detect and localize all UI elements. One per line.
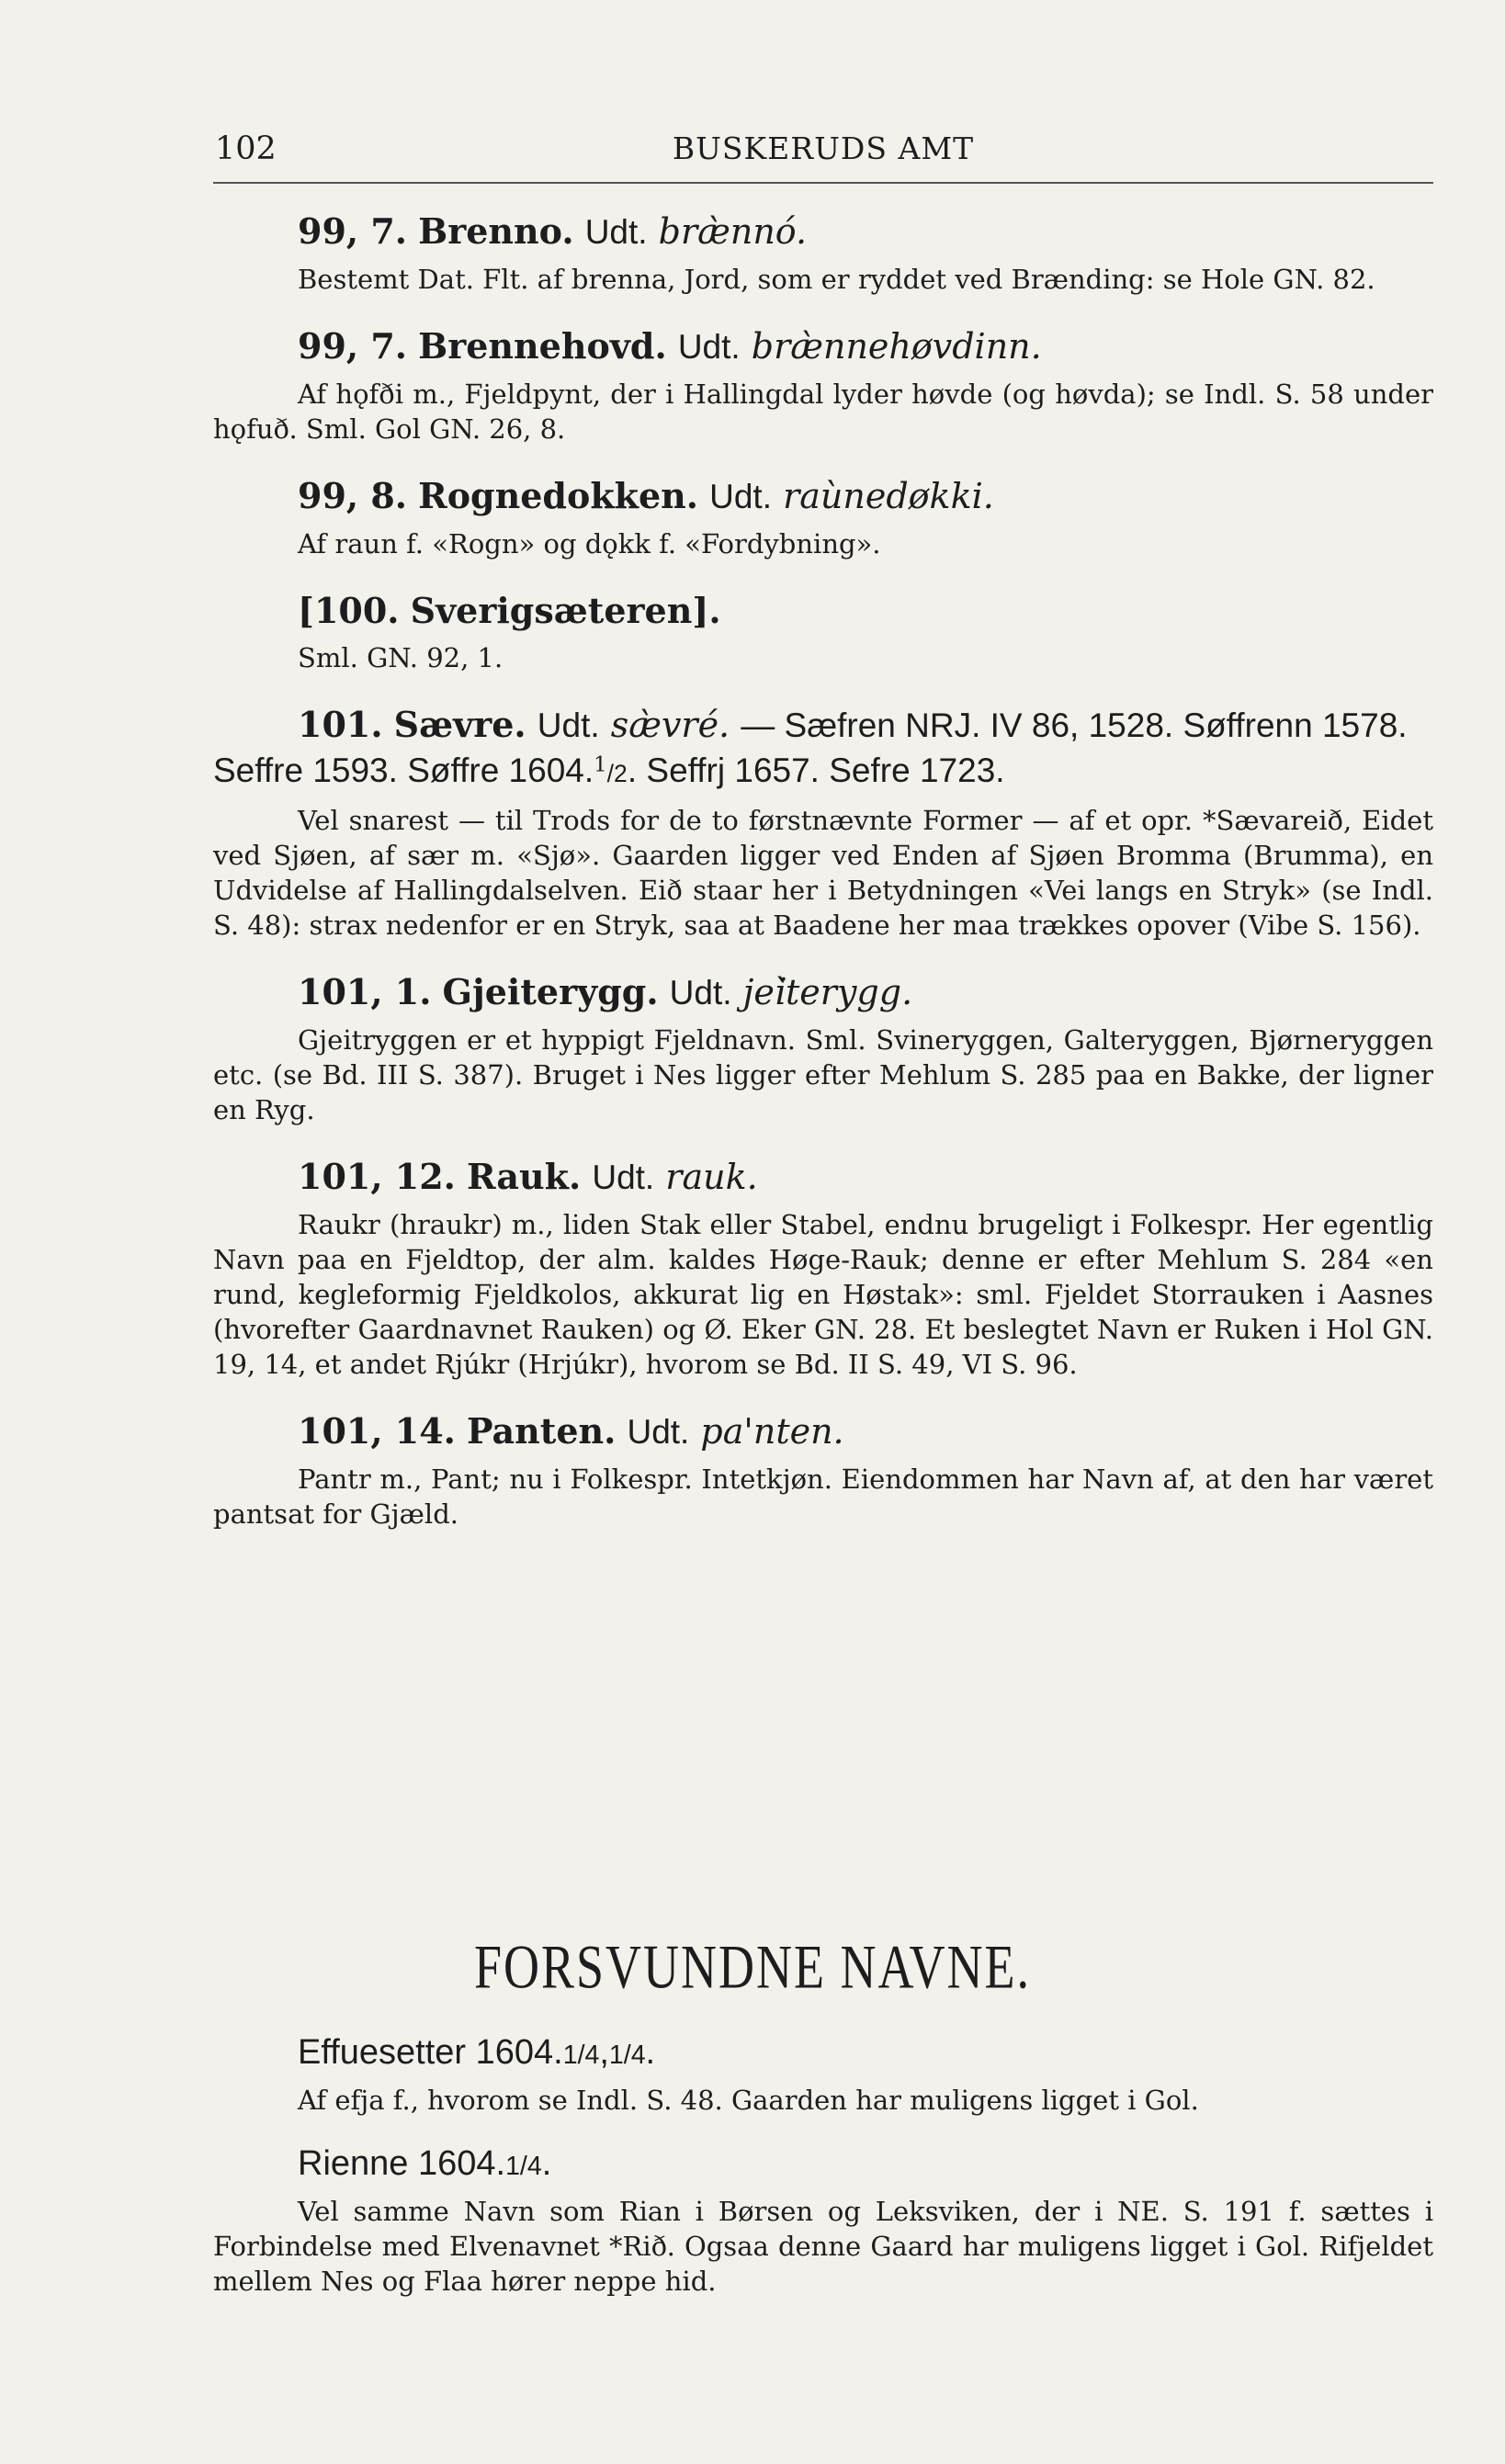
udt-label: Udt. [592, 1159, 655, 1196]
pronunciation: bræ̀nnó. [658, 211, 808, 252]
pronunciation: pa'nten. [700, 1411, 844, 1452]
fraction-numerator: 1 [594, 752, 607, 777]
entry-number: 101, 1. [298, 971, 432, 1012]
entry-number: 101, 12. [298, 1156, 456, 1197]
entry-heading [298, 970, 1433, 1015]
udt-label: Udt. [709, 478, 772, 515]
page-header [213, 127, 1433, 184]
lost-entry-rienne [213, 2142, 1433, 2299]
entry-number: 99, 8. [298, 475, 408, 516]
entry-name: Rognedokken. [418, 475, 699, 516]
lost-entry-effuesetter [213, 2030, 1433, 2118]
udt-label: Udt. [584, 213, 648, 251]
entry-heading [298, 474, 1433, 519]
entry-heading [298, 1155, 1433, 1200]
entry-sverigsaeteren [213, 589, 1433, 675]
entry-heading [298, 324, 1433, 369]
running-title: BUSKERUDS AMT [672, 130, 975, 166]
entry-rauk [213, 1155, 1433, 1382]
pronunciation: bræ̀nnehøvdinn. [751, 326, 1042, 367]
entry-text: Pantr m., Pant; nu i Folkespr. Intetkjøn. Eiendommen har Navn af, at den har været pantsat for Gjæld. [213, 1464, 1433, 1530]
entry-heading [298, 589, 1433, 633]
historical-forms-cont: . Seffrj 1657. Sefre 1723. [627, 752, 1005, 789]
entry-name: Sævre. [393, 704, 526, 745]
entry-name: Brenno. [418, 210, 574, 252]
entry-name: Rauk. [466, 1156, 582, 1197]
period: . [645, 2033, 656, 2072]
period: . [541, 2144, 552, 2183]
entry-text: Af hǫfði m., Fjeldpynt, der i Hallingdal lyder høvde (og høvda); se Indl. S. 58 under hǫfuð. Sml. Gol GN. 26, 8. [213, 379, 1433, 445]
entry-number: [100. [298, 590, 400, 631]
entry-text: Vel snarest — til Trods for de to førstnævnte Former — af et opr. *Sævareið, Eidet ved Sjøen, af sær m. «Sjø». Gaarden ligger ved Enden af Sjøen Bromma (Brumma), en Udvidelse af Hallingdalselven. Eið staar her i Betydningen «Vei langs en Stryk» (se Indl. S. 48): strax nedenfor er en Stryk, saa at Baadene her maa trækkes opover (Vibe S. 156). [213, 805, 1433, 941]
pronunciation: jei̇̀terygg. [742, 972, 913, 1012]
entry-text: Bestemt Dat. Flt. af brenna, Jord, som er ryddet ved Brænding: se Hole GN. 82. [298, 264, 1375, 295]
fraction: 1/4 [608, 2040, 646, 2070]
lost-entry-heading [298, 2142, 1433, 2188]
pronunciation: raùnedøkki. [783, 476, 994, 516]
fraction: 1/4 [505, 2152, 542, 2181]
udt-label: Udt. [669, 974, 732, 1012]
entry-number: 101. [298, 704, 383, 745]
entry-heading [298, 1409, 1433, 1454]
comma: , [599, 2033, 609, 2072]
entry-text: Sml. GN. 92, 1. [298, 642, 504, 673]
entry-number: 101, 14. [298, 1410, 456, 1452]
entry-panten [213, 1409, 1433, 1532]
section-title: FORSVUNDNE NAVNE. [473, 1932, 1032, 2002]
fraction-denominator: /2 [606, 760, 628, 787]
entry-rognedokken [213, 474, 1433, 561]
entry-text: Raukr (hraukr) m., liden Stak eller Stabel, endnu brugeligt i Folkespr. Her egentlig Navn paa en Fjeldtop, der alm. kaldes Høge-Rauk; denne er efter Mehlum S. 284 «en rund, kegleformig Fjeldkolos, akkurat lig en Høstak»: sml. Fjeldet Storrauken i Aasnes (hvorefter Gaardnavnet Rauken) og Ø. Eker GN. 28. Et beslegtet Navn er Ruken i Hol GN. 19, 14, et andet Rjúkr (Hrjúkr), hvorom se Bd. II S. 49, VI S. 96. [213, 1209, 1433, 1380]
lost-entry-text: Vel samme Navn som Rian i Børsen og Leksviken, der i NE. S. 191 f. sættes i Forbindelse med Elvenavnet *Rið. Ogsaa denne Gaard har muligens ligget i Gol. Rifjeldet mellem Nes og Flaa hører neppe hid. [213, 2196, 1433, 2297]
entry-number: 99, 7. [298, 210, 408, 252]
lost-entry-name: Rienne 1604. [298, 2144, 506, 2183]
entry-name: Gjeiterygg. [442, 971, 659, 1012]
entry-text: Gjeitryggen er et hyppigt Fjeldnavn. Sml. Svineryggen, Galteryggen, Bjørneryggen etc. (se Bd. III S. 387). Bruget i Nes ligger efter Mehlum S. 285 paa en Bakke, der ligner en Ryg. [213, 1024, 1433, 1125]
udt-label: Udt. [677, 328, 741, 366]
entry-number: 99, 7. [298, 325, 408, 367]
entry-text: Af raun f. «Rogn» og dǫkk f. «Fordybning». [298, 528, 881, 559]
pronunciation: sæ̀vré. [610, 705, 730, 745]
fraction: 1/4 [562, 2040, 600, 2070]
entry-heading [213, 703, 1433, 796]
pronunciation: rauk. [665, 1157, 758, 1197]
entry-saevre [213, 703, 1433, 943]
entry-name: Sverigsæteren]. [410, 590, 721, 631]
udt-label: Udt. [627, 1413, 690, 1451]
entry-gjeiterygg [213, 970, 1433, 1127]
entry-name: Panten. [466, 1410, 617, 1452]
lost-entry-text: Af efja f., hvorom se Indl. S. 48. Gaarden har muligens ligget i Gol. [298, 2085, 1199, 2116]
page-number: 102 [215, 130, 277, 167]
lost-entry-heading [298, 2030, 1433, 2077]
lost-entry-name: Effuesetter 1604. [298, 2033, 563, 2072]
entries-list [213, 209, 1433, 1559]
entry-brenno [213, 209, 1433, 297]
entry-name: Brennehovd. [418, 325, 667, 367]
lost-names-list [213, 2030, 1433, 2323]
historical-forms: — Sæfren NRJ. IV 86, 1528. Søffrenn 1578. Seffre 1593. Søffre 1604. [213, 706, 1408, 789]
entry-heading [298, 209, 1433, 254]
udt-label: Udt. [537, 706, 600, 744]
entry-brennehovd [213, 324, 1433, 446]
